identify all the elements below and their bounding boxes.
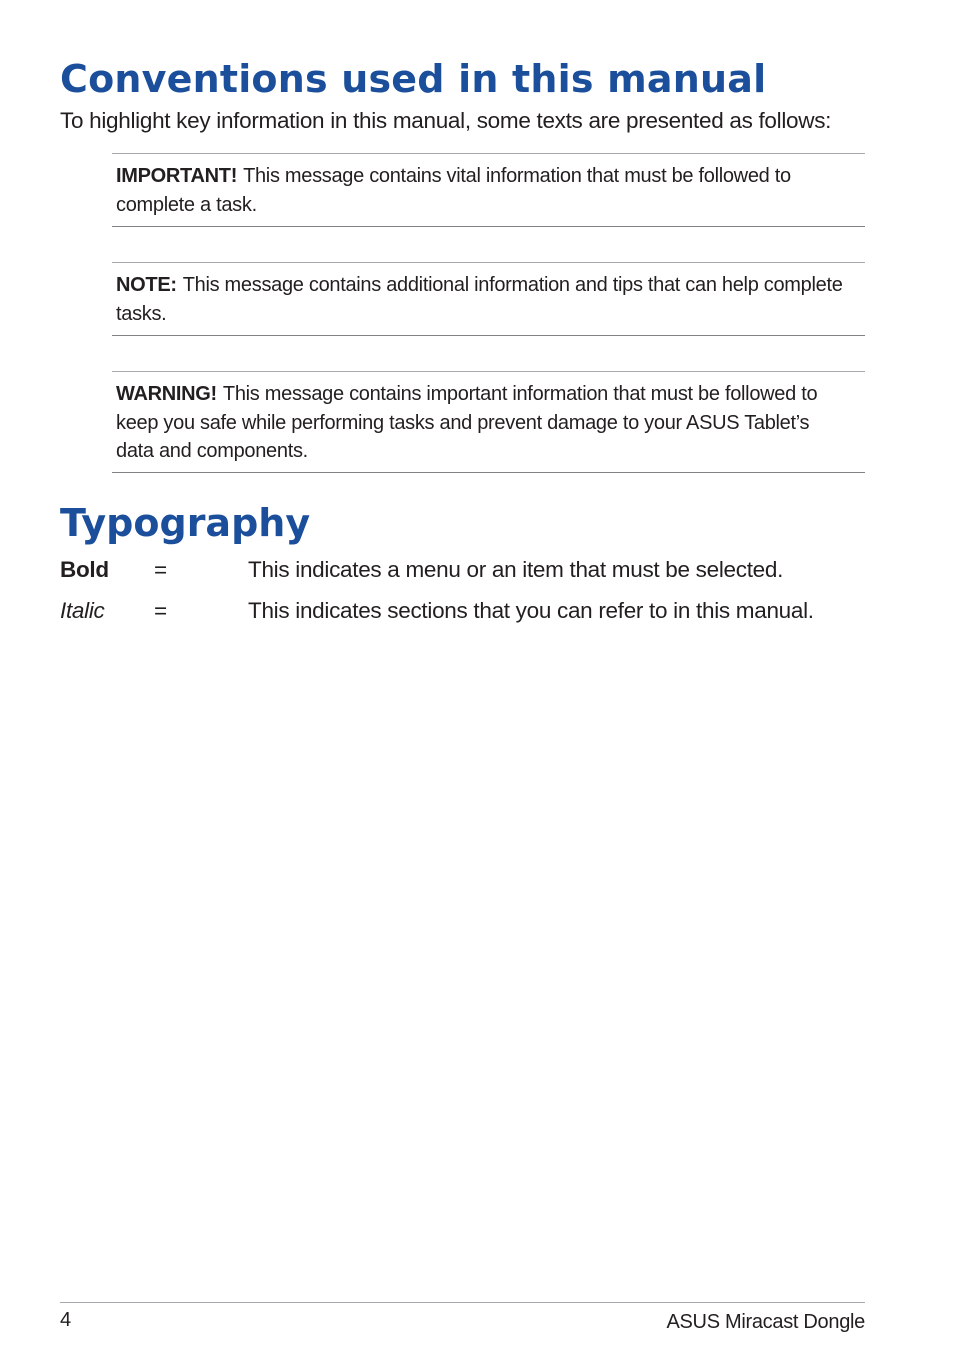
typography-definition: This indicates a menu or an item that must be selected. xyxy=(248,557,784,582)
typography-equals: = xyxy=(154,598,167,623)
important-label: IMPORTANT! xyxy=(116,165,238,187)
typography-heading: Typography xyxy=(60,501,311,545)
warning-notice-text xyxy=(116,380,851,466)
footer-divider xyxy=(60,1302,865,1303)
important-body: This message contains vital information that must be followed to complete a task. xyxy=(116,165,791,216)
typography-definition: This indicates sections that you can refer to in this manual. xyxy=(248,598,814,623)
warning-body: This message contains important information that must be followed to keep you safe while performing tasks and prevent damage to your ASUS Tablet’s data and components. xyxy=(116,383,818,462)
conventions-heading: Conventions used in this manual xyxy=(60,57,767,101)
typography-term: Bold xyxy=(60,557,109,582)
page-number: 4 xyxy=(60,1309,72,1331)
conventions-intro: To highlight key information in this manual, some texts are presented as follows: xyxy=(60,108,832,133)
typography-row-italic xyxy=(0,594,954,628)
note-notice xyxy=(112,262,865,336)
warning-notice xyxy=(112,371,865,473)
important-notice xyxy=(112,153,865,227)
typography-term: Italic xyxy=(60,598,105,623)
note-label: NOTE: xyxy=(116,274,177,296)
important-notice-text xyxy=(116,162,851,219)
typography-row-bold xyxy=(0,553,954,587)
footer-product-name: ASUS Miracast Dongle xyxy=(666,1311,865,1333)
typography-equals: = xyxy=(154,557,167,582)
note-body: This message contains additional information and tips that can help complete tasks. xyxy=(116,274,843,325)
warning-label: WARNING! xyxy=(116,383,217,405)
note-notice-text xyxy=(116,271,851,328)
